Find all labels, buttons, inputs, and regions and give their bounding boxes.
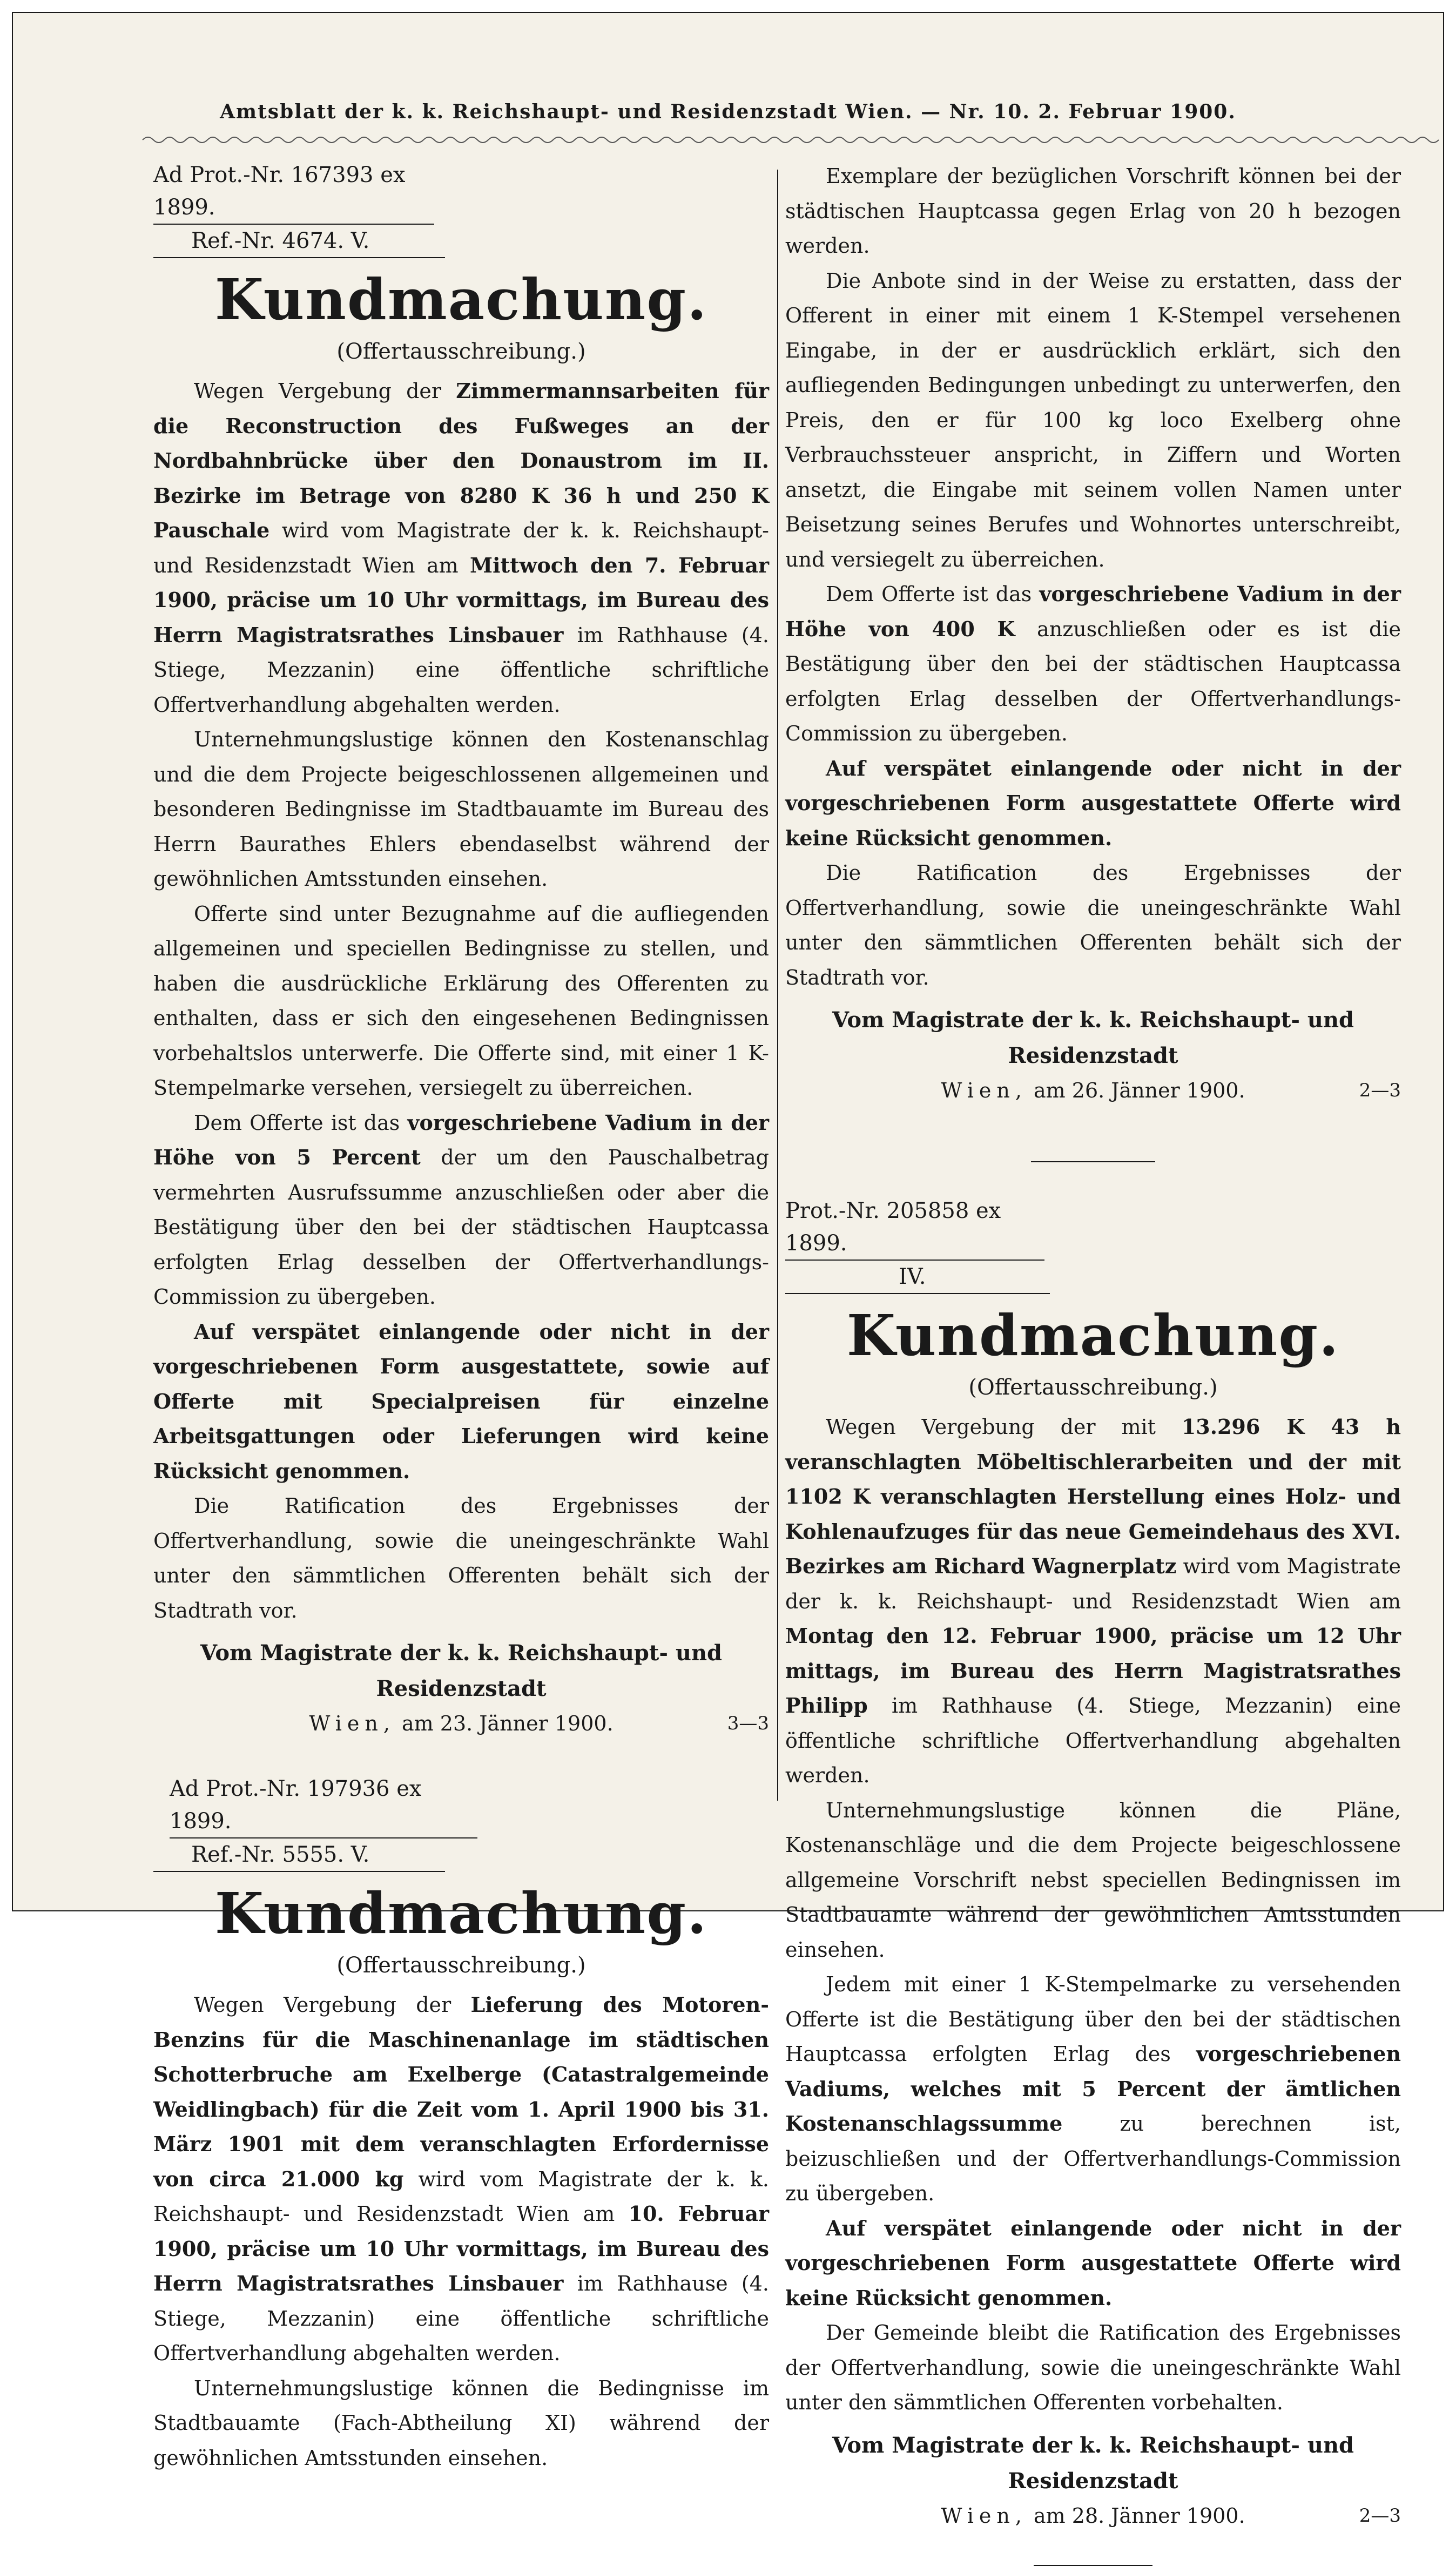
notice-197936-continued [785,159,1401,1107]
notice-subtitle: (Offertausschreibung.) [336,339,586,364]
notice-ref-prot: Ad Prot.-Nr. 167393 ex 1899. [153,159,434,225]
notice-paragraph: Auf verspätet einlangende oder nicht in der vorgeschriebenen Form ausgestattete, sowie auf Offerte mit Specialpreisen für einzelne Arbeitsgattungen oder Lieferungen wird keine Rücksicht genommen. [153,1319,769,1483]
notice-dateline: Wien, am 26. Jänner 1900. 2—3 [785,1074,1401,1107]
newspaper-page [12,12,1444,2528]
notice-paragraph: Offerte sind unter Bezugnahme auf die aufliegenden allgemeinen und speciellen Bedingnisse zu stellen, und haben die ausdrückliche Erklärung des Offerenten zu enthalten, dass er sich den eingesehenen Bedingnissen vorbehaltslos unterwerfe. Die Offerte sind, mit einer 1 K-Stempelmarke versehen, versiegelt zu überreichen. [153,901,769,1100]
notice-dateline: Wien, am 23. Jänner 1900. 3—3 [153,1707,769,1740]
notice-197936 [153,1773,769,2475]
notice-paragraph: Unternehmungslustige können die Pläne, Kostenanschläge und die dem Projecte beigeschlossene allgemeine Vorschrift nebst speciellen Bedingnissen im Stadtbauamte während der gewöhnlichen Amtsstunden einsehen. [785,1798,1401,1962]
notice-paragraph: Auf verspätet einlangende oder nicht in der vorgeschriebenen Form ausgestattete Offerte wird keine Rücksicht genommen. [785,756,1401,850]
notice-paragraph: Der Gemeinde bleibt die Ratification des Ergebnisses der Offertverhandlung, sowie die uneingeschränkte Wahl unter den sämmtlichen Offerenten vorbehalten. [785,2321,1401,2414]
notice-signature: Vom Magistrate der k. k. Reichshaupt- und Residenzstadt [200,1640,723,1701]
section-divider [1031,1161,1155,1162]
notice-ref-prot: Ad Prot.-Nr. 197936 ex 1899. [170,1773,477,1838]
notice-issue-count: 3—3 [727,1713,769,1734]
notice-ref-number: Ref.-Nr. 5555. V. [153,1838,445,1872]
notice-paragraph: Die Ratification des Ergebnisses der Offertverhandlung, sowie die uneingeschränkte Wahl unter den sämmtlichen Offerenten behält sich der Stadtrath vor. [785,861,1401,989]
notice-issue-count: 2—3 [1359,2504,1401,2527]
notice-subtitle: (Offertausschreibung.) [968,1375,1218,1400]
notice-205858 [785,1195,1401,2566]
notice-paragraph: Dem Offerte ist das vorgeschriebene Vadium in der Höhe von 5 Percent der um den Pauschalbetrag vermehrten Ausrufssumme anzuschließen oder aber die Bestätigung über den bei der städtischen Hauptcassa erfolgten Erlag desselben der Offertverhandlungs-Commission zu übergeben. [153,1110,770,1309]
notice-paragraph: Die Anbote sind in der Weise zu erstatten, dass der Offerent in einer mit einem 1 K-Stempel versehenen Eingabe, in der er ausdrücklich erklärt, sich den aufliegenden Bedingungen unbedingt zu unterwerfen, den Preis, den er für 100 kg loco Exelberg ohne Verbrauchssteuer anspricht, in Ziffern und Worten ansetzt, die Eingabe mit seinem vollen Namen unter Beisetzung seines Berufes und Wohnortes unterschreibt, und versiegelt zu überreichen. [785,268,1401,571]
notice-headline: Kundmachung. [214,1880,708,1947]
notice-paragraph: Wegen Vergebung der Zimmermannsarbeiten für die Reconstruction des Fußweges an der Nordbahnbrücke über den Donaustrom im II. Bezirke im Betrage von 8280 K 36 h und 250 K Pauschale wird vom Magistrate der k. k. Reichshaupt- und Residenzstadt Wien am Mittwoch den 7. Februar 1900, präcise um 10 Uhr vormittags, im Bureau des Herrn Magistratsrathes Linsbauer im Rathhause (4. Stiege, Mezzanin) eine öffentliche schriftliche Offertverhandlung abgehalten werden. [153,379,769,717]
notice-subtitle: (Offertausschreibung.) [336,1953,586,1978]
notice-paragraph: Unternehmungslustige können den Kostenanschlag und die dem Projecte beigeschlossenen allgemeinen und besonderen Bedingnisse im Stadtbauamte im Bureau des Herrn Baurathes Ehlers ebendaselbst während der gewöhnlichen Amtsstunden einsehen. [153,728,769,891]
section-end-rule [1034,2565,1152,2566]
notice-paragraph: Jedem mit einer 1 K-Stempelmarke zu versehenden Offerte ist die Bestätigung über den bei der städtischen Hauptcassa erfolgten Erlag des vorgeschriebenen Vadiums, welches mit 5 Percent der ämtlichen Kostenanschlagssumme zu berechnen ist, beizuschließen und der Offertverhandlungs-Commission zu übergeben. [785,1972,1401,2205]
right-column [785,159,1401,2566]
notice-paragraph: Dem Offerte ist das vorgeschriebene Vadium in der Höhe von 400 K anzuschließen oder es ist die Bestätigung über den bei der städtischen Hauptcassa erfolgten Erlag desselben der Offertverhandlungs-Commission zu übergeben. [785,582,1401,745]
notice-headline: Kundmachung. [846,1302,1340,1369]
notice-paragraph: Auf verspätet einlangende oder nicht in der vorgeschriebenen Form ausgestattete Offerte wird keine Rücksicht genommen. [785,2215,1401,2310]
notice-issue-count: 2—3 [1359,1080,1401,1101]
header-wavy-rule [143,132,1444,148]
notice-paragraph: Die Ratification des Ergebnisses der Offertverhandlung, sowie die uneingeschränkte Wahl unter den sämmtlichen Offerenten behält sich der Stadtrath vor. [153,1494,769,1622]
column-divider [777,170,778,1801]
page-header: Amtsblatt der k. k. Reichshaupt- und Residenzstadt Wien. — Nr. 10. 2. Februar 1900. [220,100,1236,123]
notice-headline: Kundmachung. [214,266,708,333]
notice-paragraph: Wegen Vergebung der mit 13.296 K 43 h veranschlagten Möbeltischlerarbeiten und der mit 1102 K veranschlagten Herstellung eines Holz- und Kohlenaufzuges für das neue Gemeindehaus des XVI. Bezirkes am Richard Wagnerplatz wird vom Magistrate der k. k. Reichshaupt- und Residenzstadt Wien am Montag den 12. Februar 1900, präcise um 12 Uhr mittags, im Bureau des Herrn Magistratsrathes Philipp im Rathhause (4. Stiege, Mezzanin) eine öffentliche schriftliche Offertverhandlung abgehalten werden. [785,1415,1401,1787]
notice-dateline: Wien, am 28. Jänner 1900. 2—3 [785,2499,1401,2533]
notice-paragraph: Exemplare der bezüglichen Vorschrift können bei der städtischen Hauptcassa gegen Erlag von 20 h bezogen werden. [785,164,1401,258]
notice-ref-number: IV. [785,1261,1050,1294]
notice-paragraph: Unternehmungslustige können die Bedingnisse im Stadtbauamte (Fach-Abtheilung XI) während der gewöhnlichen Amtsstunden einsehen. [153,2376,769,2470]
notice-ref-number: Ref.-Nr. 4674. V. [153,225,445,258]
notice-signature: Vom Magistrate der k. k. Reichshaupt- und Residenzstadt [832,1007,1354,1068]
notice-signature: Vom Magistrate der k. k. Reichshaupt- und Residenzstadt [832,2432,1354,2494]
left-column [153,159,769,2475]
notice-ref-prot: Prot.-Nr. 205858 ex 1899. [785,1195,1044,1261]
notice-167393 [153,159,769,1740]
notice-paragraph: Wegen Vergebung der Lieferung des Motoren-Benzins für die Maschinenanlage im städtischen Schotterbruche am Exelberge (Catastralgemeinde Weidlingbach) für die Zeit vom 1. April 1900 bis 31. März 1901 mit dem veranschlagten Erfordernisse von circa 21.000 kg wird vom Magistrate der k. k. Reichshaupt- und Residenzstadt Wien am 10. Februar 1900, präcise um 10 Uhr vormittags, im Bureau des Herrn Magistratsrathes Linsbauer im Rathhause (4. Stiege, Mezzanin) eine öffentliche schriftliche Offertverhandlung abgehalten werden. [153,1992,769,2365]
